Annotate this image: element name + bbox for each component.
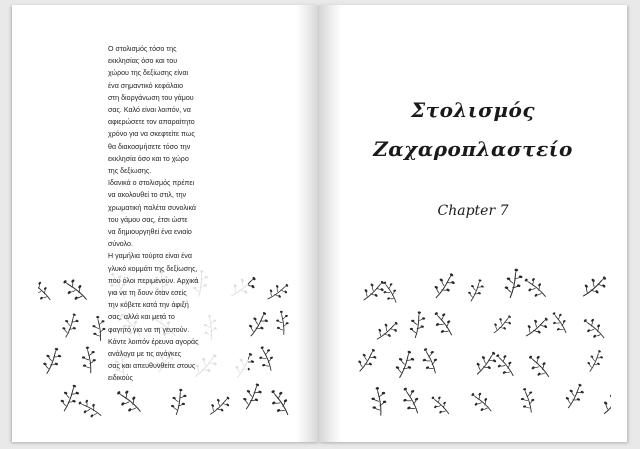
- leaf-sprig-icon: [468, 389, 496, 416]
- leaf-sprig-icon: [465, 277, 486, 304]
- paragraph-line: ειδικούς: [108, 372, 248, 384]
- leaf-sprig-icon: [113, 386, 146, 417]
- leaf-sprig-icon: [359, 277, 388, 305]
- leaf-sprig-icon: [430, 270, 459, 302]
- leaf-sprig-icon: [245, 309, 271, 340]
- leaf-sprig-icon: [518, 386, 537, 414]
- leaf-sprig-icon: [40, 345, 63, 376]
- paragraph-line: σας, αλλά και μετά το: [108, 311, 248, 323]
- paragraph-line: εκκλησία όσο και το χώρο: [108, 153, 248, 165]
- leaf-sprig-icon: [264, 280, 291, 304]
- leaf-sprig-icon: [548, 309, 571, 336]
- leaf-sprig-icon: [522, 313, 552, 341]
- leaf-sprig-icon: [430, 309, 458, 340]
- leaf-sprig-icon: [91, 315, 106, 341]
- paragraph-line: σας και απευθυνθείτε στους: [108, 360, 248, 372]
- paragraph-line: σύνολο.: [108, 238, 248, 250]
- paragraph-line: της δεξίωσης.: [108, 165, 248, 177]
- leaf-sprig-icon: [59, 275, 91, 305]
- leaf-sprig-icon: [521, 274, 550, 302]
- paragraph-line: Ιδανικά ο στολισμός πρέπει: [108, 177, 248, 189]
- leaf-sprig-icon: [562, 381, 586, 411]
- paragraph-line: ένα σημαντικό κεφάλαιο: [108, 80, 248, 92]
- leaf-sprig-icon: [38, 278, 55, 305]
- paragraph-line: στη διοργάνωση του γάμου: [108, 92, 248, 104]
- paragraph-line: εκκλησίας όσο και του: [108, 55, 248, 67]
- left-page: [12, 5, 319, 442]
- gutter-shadow-left: [297, 5, 319, 442]
- paragraph-line: γλυκό κομμάτι της δεξίωσης,: [108, 263, 248, 275]
- leaf-sprig-icon: [584, 348, 605, 374]
- leaf-sprig-icon: [492, 351, 519, 380]
- leaf-sprig-icon: [393, 348, 417, 380]
- leaf-sprig-icon: [240, 381, 265, 412]
- leaf-sprig-icon: [489, 312, 514, 337]
- paragraph-line: ανάλογα με τις ανάγκες: [108, 348, 248, 360]
- gutter-shadow-right: [319, 5, 341, 442]
- paragraph-line: για να τη δουν όταν εσείς: [108, 287, 248, 299]
- leaf-sprig-icon: [598, 386, 611, 418]
- floral-pattern-right: [349, 268, 611, 418]
- paragraph-line: να δημιουργηθεί ένα ενιαίο: [108, 226, 248, 238]
- leaf-sprig-icon: [471, 348, 499, 379]
- paragraph-line: χρόνο για να σκεφτείτε πως: [108, 128, 248, 140]
- leaf-sprig-icon: [398, 385, 424, 417]
- paragraph-line: θα διακοσμήσετε τόσο την: [108, 141, 248, 153]
- paragraph-line: χώρου της δεξίωσης είναι: [108, 67, 248, 79]
- paragraph-line: φαγητό για να τη γευτούν.: [108, 324, 248, 336]
- leaf-sprig-icon: [206, 393, 233, 418]
- leaf-sprig-icon: [409, 310, 427, 339]
- open-book: [12, 5, 627, 442]
- paragraph-line: Κάντε λοιπόν έρευνα αγοράς: [108, 336, 248, 348]
- leaf-sprig-icon: [81, 346, 98, 374]
- leaf-sprig-icon: [76, 397, 105, 418]
- right-page: [319, 5, 627, 442]
- paragraph-line: αφιερώσετε τον απαραίτητο: [108, 116, 248, 128]
- leaf-sprig-icon: [503, 268, 524, 300]
- paragraph-line: του γάμου σας, έτσι ώστε: [108, 214, 248, 226]
- paragraph-line: χρωματική παλέτα συνολικά: [108, 202, 248, 214]
- leaf-sprig-icon: [266, 387, 294, 418]
- leaf-sprig-icon: [428, 393, 453, 418]
- leaf-sprig-icon: [354, 346, 380, 375]
- leaf-sprig-icon: [170, 388, 188, 417]
- leaf-sprig-icon: [370, 386, 388, 416]
- leaf-sprig-icon: [578, 272, 610, 302]
- paragraph-line: που όλοι περιμένουν. Αρχικά: [108, 275, 248, 287]
- leaf-sprig-icon: [57, 382, 81, 414]
- leaf-sprig-icon: [275, 310, 290, 335]
- leaf-sprig-icon: [525, 351, 554, 381]
- leaf-sprig-icon: [373, 317, 402, 344]
- chapter-label: Chapter 7: [437, 203, 509, 219]
- paragraph-line: σας. Καλό είναι λοιπόν, να: [108, 104, 248, 116]
- chapter-title-line-2: Ζαχαροπλαστείο: [373, 137, 573, 161]
- body-paragraph: [108, 43, 248, 385]
- chapter-title-line-1: Στολισμός: [410, 98, 536, 122]
- paragraph-line: την κόβετε κατά την άφιξή: [108, 299, 248, 311]
- paragraph-line: Η γαμήλια τούρτα είναι ένα: [108, 250, 248, 262]
- leaf-sprig-icon: [60, 311, 81, 339]
- paragraph-line: να ακολουθεί το στιλ, την: [108, 189, 248, 201]
- paragraph-line: Ο στολισμός τόσο της: [108, 43, 248, 55]
- leaf-sprig-icon: [256, 344, 278, 373]
- leaf-sprig-icon: [580, 315, 609, 343]
- leaf-sprig-icon: [419, 346, 442, 376]
